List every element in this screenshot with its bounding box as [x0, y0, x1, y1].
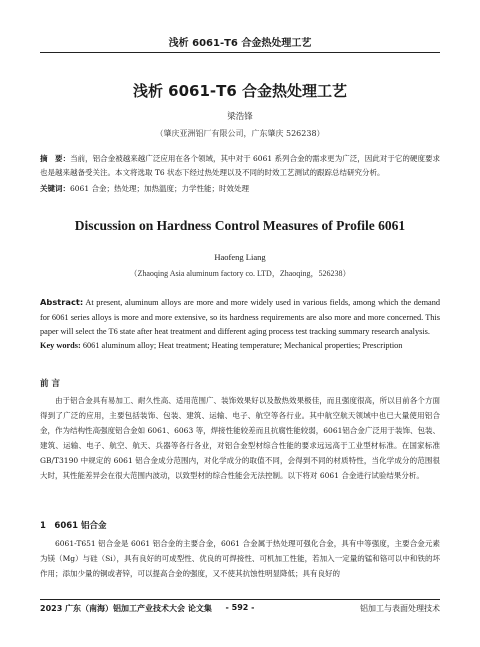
author-english: Haofeng Liang — [214, 252, 266, 262]
abstract-english-text: At present, aluminum alloys are more and more widely used in various fields, among which the demand for 6061 series alloys is more and more extensive, so its hardness requirements are also more and more concerned. This paper will select the T6 state after heat treatment and different aging process test tracking summary research analysis. — [40, 298, 440, 336]
section-heading-1: 1 6061 铝合金 — [40, 521, 107, 531]
affiliation-chinese: （肇庆亚洲铝厂有限公司，广东肇庆 526238） — [155, 129, 325, 138]
keywords-english-label: Key words: — [40, 341, 81, 350]
footer-proceedings: 2023 广东（南海）铝加工产业技术大会 论文集 — [40, 604, 212, 613]
keywords-chinese — [40, 183, 440, 195]
header-rule — [40, 52, 440, 53]
abstract-english — [40, 295, 440, 340]
paragraph-section-1: 6061-T651 铝合金是 6061 铝合金的主要合金，6061 合金属于热处理可强化合金，具有中等强度，主要合金元素为镁（Mg）与硅（Si），具有良好的可成型性、优良的可焊接性、可机加工性能，若加入一定量的锰和铬可以中和铁的坏作用；添加少量的铜或者锌，可以提高合金的强度，又不使其抗蚀性明显降低；具有良好的 — [40, 539, 440, 578]
keywords-chinese-text: 6061 合金；热处理；加热温度；力学性能；时效处理 — [70, 184, 249, 193]
running-head: 浅析 6061-T6 合金热处理工艺 — [168, 38, 312, 49]
paragraph-foreword: 由于铝合金具有易加工、耐久性高、适用范围广、装饰效果好以及散热效果极佳，而且强度很高，所以目前各个方面得到了广泛的应用，主要包括装饰、包装、建筑、运输、电子、航空等各行业。其中航空航天领域中也已大量使用铝合金，作为结构性高强度铝合金如 6061、6063 等，焊接性能较差而且抗腐性能较弱，6061铝合金广泛用于装饰、包装、建筑、运输、电子、航空、航天、兵器等各行各业，对铝合金型材综合性能的要求远远高于工业型材标准。在国家标准 GB/T3190 中规定的 6061 铝合金成分范围内，对化学成分的取值不同，会得到不同的材质特性，当化学成分的范围很大时，其性能差异会在很大范围内波动，以致型材的综合性能会无法控制。以下将对 6061 合金进行试验结果分析。 — [40, 396, 440, 480]
abstract-english-label: Abstract: — [40, 297, 84, 307]
footer-rule — [40, 599, 440, 600]
affiliation-english: （Zhaoqing Asia aluminum factory co. LTD，Zhaoqing，526238） — [129, 269, 351, 278]
keywords-chinese-label: 关键词： — [40, 184, 70, 193]
author-chinese: 梁浩锋 — [227, 112, 253, 122]
section-heading-foreword: 前 言 — [40, 379, 60, 389]
abstract-chinese — [40, 152, 440, 180]
keywords-english — [40, 340, 440, 352]
abstract-chinese-text: 当前，铝合金被越来越广泛应用在各个领域，其中对于 6061 系列合金的需求更为广泛，因此对于它的硬度要求也是越来越备受关注。本文将选取 T6 状态下经过热处理以及不同的时效工艺测试的跟踪总结研究分析。 — [40, 154, 440, 177]
title-chinese: 浅析 6061-T6 合金热处理工艺 — [132, 82, 348, 100]
keywords-english-text: 6061 aluminum alloy; Heat treatment; Heating temperature; Mechanical properties; Prescription — [80, 341, 403, 350]
page-number: - 592 - — [225, 603, 255, 612]
title-english: Discussion on Hardness Control Measures of Profile 6061 — [74, 218, 406, 233]
footer-journal: 铝加工与表面处理技术 — [360, 604, 440, 613]
abstract-chinese-label: 摘 要： — [40, 154, 71, 163]
